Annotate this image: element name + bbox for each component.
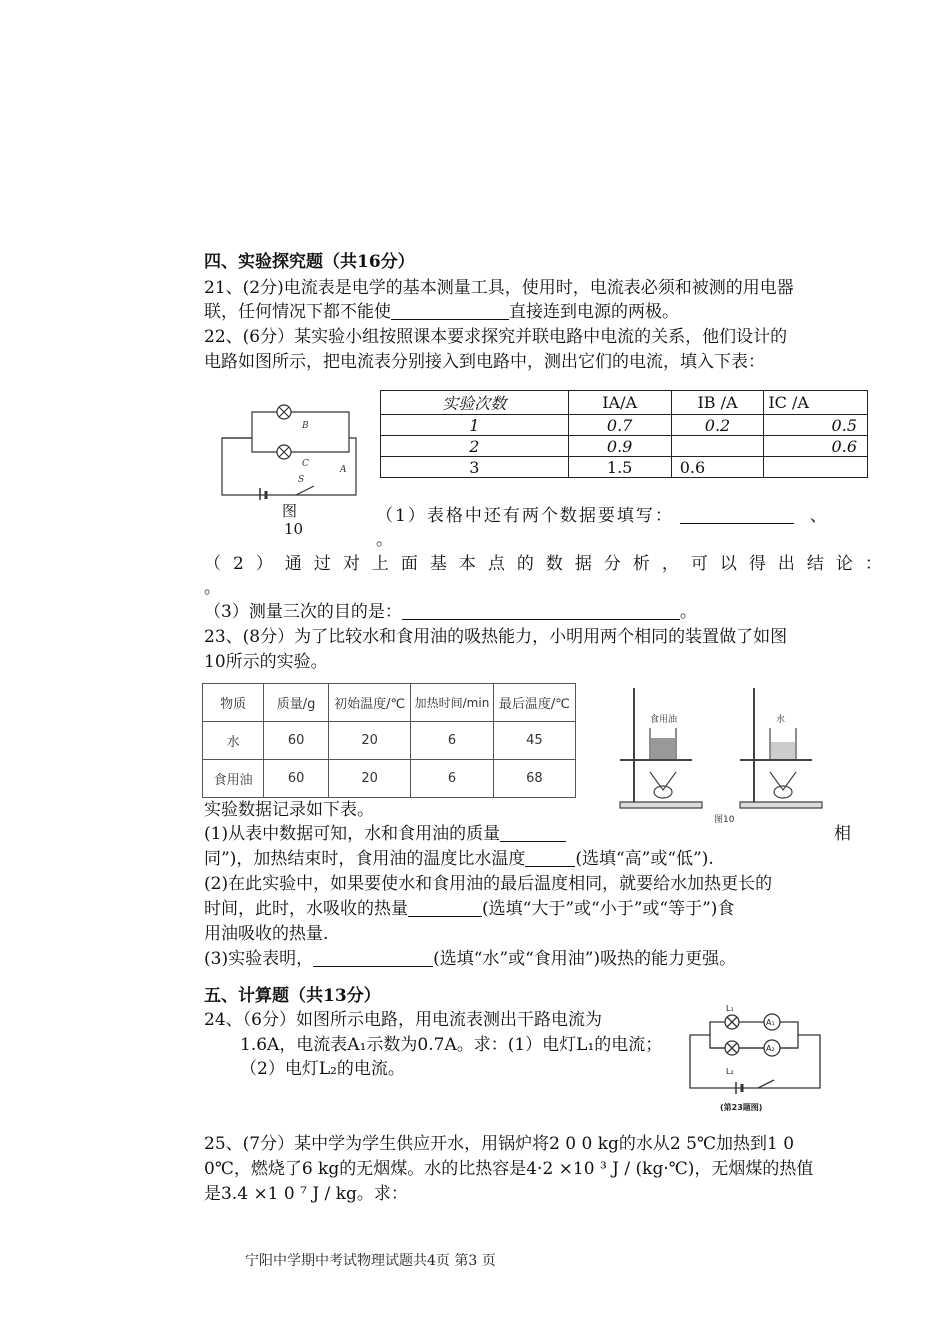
q22-sub2: （ 2 ） 通 过 对 上 面 基 本 点 的 数 据 分 析 ， 可 以 得 出 结 论 ：: [204, 554, 886, 574]
q25-line3: 是3.4 ×1 0 ⁷ J / kg。求：: [204, 1184, 408, 1204]
label-l2: L₂: [726, 1067, 734, 1076]
q23-p1-blank-1[interactable]: [500, 823, 566, 842]
q23-data-table: [202, 683, 576, 798]
q23-p2-line2: [204, 897, 734, 921]
q23-p2-line1: (2)在此实验中，如果要使水和食用油的最后温度相同，就要给水加热更长的: [204, 874, 773, 894]
table-cell: 6: [411, 722, 494, 760]
circuit-branch-wire: [252, 438, 349, 452]
header-ib: IB /A: [671, 391, 764, 415]
table-cell: 1.5: [568, 457, 671, 478]
table-cell: 0.5: [764, 415, 868, 436]
q23-p1-cut: 相: [834, 824, 851, 844]
table-cell: 水: [203, 722, 264, 760]
left-alcohol-lamp-icon: [654, 786, 672, 798]
q21-answer-blank[interactable]: [391, 301, 509, 320]
left-stand-base: [620, 802, 702, 808]
q21-line2-text-b: 直接连到电源的两极。: [509, 302, 679, 322]
header-ic: IC /A: [764, 391, 868, 415]
table-cell: 20: [329, 722, 411, 760]
q23-p2-line3: 用油吸收的热量.: [204, 924, 329, 944]
q24-line3: （2）电灯L₂的电流。: [240, 1059, 405, 1079]
q22-sub1-comma: 、: [809, 506, 827, 526]
table-cell-blank[interactable]: [671, 436, 764, 457]
switch-icon: [296, 486, 314, 495]
label-oil: 食用油: [650, 715, 678, 725]
table-row: [203, 722, 576, 760]
q23-p1-text-2: 同”)，加热结束时，食用油的温度比水温度: [204, 849, 526, 869]
q23-p2-blank[interactable]: [408, 898, 482, 917]
table-cell: 45: [493, 722, 575, 760]
label-a1: A₁: [766, 1018, 775, 1027]
switch-icon: [758, 1080, 774, 1088]
q21-line2: [204, 300, 679, 324]
table-cell: 60: [264, 722, 329, 760]
q22-sub3-blank[interactable]: [402, 601, 680, 620]
q23-line2: 10所示的实验。: [204, 652, 328, 672]
table-cell: 1: [381, 415, 569, 436]
q24-fig-caption: (第23题图): [720, 1103, 763, 1112]
q23-p2-text-2: (选填“大于”或“小于”或“等于”)食: [482, 899, 735, 919]
q22-line2: 电路如图所示，把电流表分别接入到电路中，测出它们的电流，填入下表：: [204, 352, 765, 372]
q22-sub2-end: 。: [204, 578, 221, 598]
table-header-cell: 物质: [203, 684, 264, 722]
parallel-circuit-figure: [214, 400, 364, 500]
q23-p3-blank[interactable]: [313, 948, 433, 967]
q23-line1: 23、(8分）为了比较水和食用油的吸热能力，小明用两个相同的装置做了如图: [204, 627, 788, 647]
table-cell-blank[interactable]: [764, 457, 868, 478]
q24-line1: 24、（6分）如图所示电路，用电流表测出干路电流为: [204, 1010, 602, 1030]
table-cell: 食用油: [203, 760, 264, 798]
section5-title: 五、计算题（共13分）: [204, 986, 381, 1006]
q22-sub3: [204, 600, 697, 624]
table-cell: 3: [381, 457, 569, 478]
table-row: [381, 436, 868, 457]
table-cell: 0.9: [568, 436, 671, 457]
q23-p2-text: 时间，此时，水吸收的热量: [204, 899, 408, 919]
footer-text: 宁阳中学期中考试物理试题共4页 第: [245, 1253, 469, 1269]
label-c: C: [302, 459, 309, 469]
q23-p1-line1: [204, 822, 566, 846]
table-cell: 0.6: [764, 436, 868, 457]
q25-line1: 25、(7分）某中学为学生供应开水，用锅炉将2 0 0 kg的水从2 5℃加热到1 0: [204, 1134, 795, 1154]
table-header-cell: 最后温度/℃: [493, 684, 575, 722]
label-b: B: [302, 421, 309, 431]
table-row: [203, 760, 576, 798]
table-header-cell: 加热时间/min: [411, 684, 494, 722]
q22-sub1-text: （1）表格中还有两个数据要填写：: [376, 506, 674, 526]
section4-title: 四、实验探究题（共16分）: [204, 252, 415, 272]
table-row: [381, 415, 868, 436]
q24-circuit-figure: [686, 996, 826, 1116]
label-l1: L₁: [726, 1004, 734, 1013]
q23-p3-text-2: (选填“水”或“食用油”)吸热的能力更强。: [433, 949, 737, 969]
label-s: S: [298, 475, 305, 485]
table-cell: 68: [493, 760, 575, 798]
fig-caption: 图10: [714, 815, 735, 825]
q22-line1: 22、(6分）某实验小组按照课本要求探究并联电路中电流的关系，他们设计的: [204, 327, 788, 347]
right-stand-base: [740, 802, 822, 808]
table-cell: 2: [381, 436, 569, 457]
q23-p1-line2: [204, 847, 714, 871]
footer-suffix: 页: [481, 1253, 496, 1269]
table-header-cell: 初始温度/℃: [329, 684, 411, 722]
table-cell: 0.6: [671, 457, 764, 478]
label-a: A: [340, 465, 347, 475]
q22-fig-caption-1: 图: [282, 502, 298, 520]
q22-data-table: [380, 390, 868, 478]
heating-apparatus-figure: [610, 680, 842, 830]
table-header-cell: 质量/g: [264, 684, 329, 722]
q23-p1-text: (1)从表中数据可知，水和食用油的质量: [204, 824, 501, 844]
q22-sub1: [376, 504, 827, 528]
right-alcohol-lamp-icon: [774, 786, 792, 798]
table-cell: 0.2: [671, 415, 764, 436]
table-cell: 60: [264, 760, 329, 798]
left-burner-flame: [650, 772, 676, 790]
branch-1-wire: [710, 1022, 798, 1048]
table-row: [381, 457, 868, 478]
table-cell: 20: [329, 760, 411, 798]
table-header-row: [203, 684, 576, 722]
q23-record: 实验数据记录如下表。: [204, 800, 374, 820]
footer-page-number: 3: [468, 1253, 478, 1269]
table-cell: 6: [411, 760, 494, 798]
q22-fig-caption-2: 10: [284, 520, 304, 538]
label-water: 水: [776, 715, 786, 725]
q24-line2: 1.6A，电流表A₁示数为0.7A。求：(1）电灯L₁的电流；: [240, 1035, 663, 1055]
q25-line2: 0℃，燃烧了6 kg的无烟煤。水的比热容是4·2 ×10 ³ J / (kg·℃)，无烟煤的热值: [204, 1159, 814, 1179]
label-a2: A₂: [766, 1044, 775, 1053]
table-cell: 0.7: [568, 415, 671, 436]
page-footer: [245, 1250, 496, 1270]
q23-p3: [204, 947, 736, 971]
q22-sub1-blank-1[interactable]: [680, 505, 794, 524]
q23-p1-blank-2[interactable]: [525, 848, 575, 867]
q23-p3-text: (3)实验表明，: [204, 949, 314, 969]
right-burner-flame: [770, 772, 796, 790]
q21-line1: 21、(2分)电流表是电学的基本测量工具，使用时，电流表必须和被测的用电器: [204, 278, 794, 298]
q23-p1-text-3: (选填“高”或“低”).: [575, 849, 714, 869]
header-ia: IA/A: [568, 391, 671, 415]
q22-sub1-end: 。: [376, 530, 393, 550]
q21-line2-text-a: 联，任何情况下都不能使: [204, 302, 391, 322]
header-trial: 实验次数: [381, 391, 569, 415]
q22-sub3-text: （3）测量三次的目的是：: [204, 602, 402, 622]
table-header-row: [381, 391, 868, 415]
q22-sub3-end: 。: [679, 602, 697, 622]
